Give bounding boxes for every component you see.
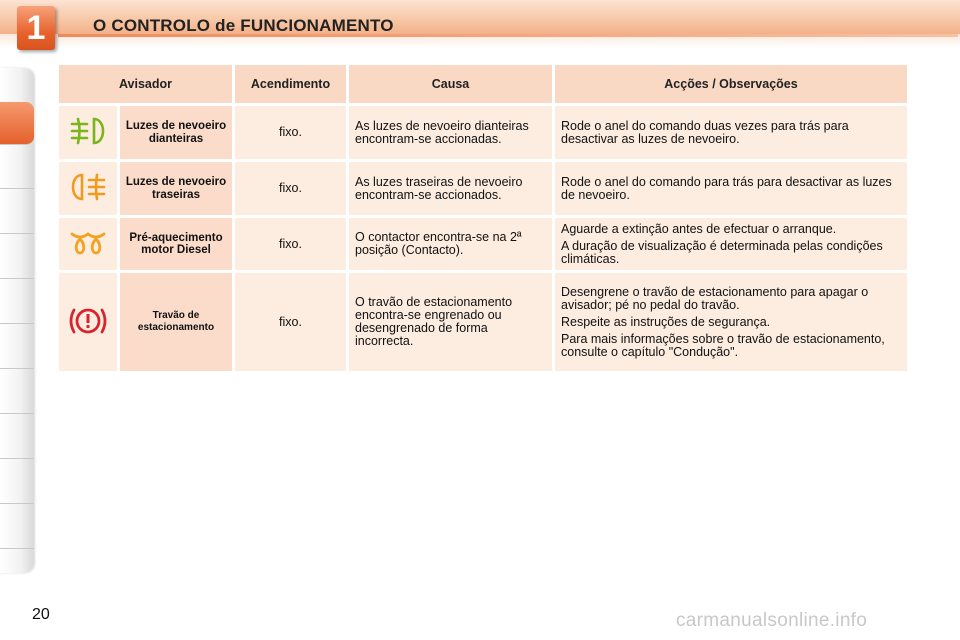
parking-brake-icon bbox=[68, 304, 108, 338]
icon-cell bbox=[59, 218, 117, 270]
warning-name: Pré-aquecimento motor Diesel bbox=[120, 218, 232, 270]
cause-text: As luzes traseiras de nevoeiro encontram-se accionados. bbox=[349, 162, 552, 215]
action-text: A duração de visualização é determinada pelas condições climáticas. bbox=[561, 238, 883, 266]
cause-text: As luzes de nevoeiro dianteiras encontram-se accionadas. bbox=[349, 106, 552, 159]
lighting-state: fixo. bbox=[235, 106, 346, 159]
chapter-tab[interactable] bbox=[0, 504, 34, 549]
warning-name: Luzes de nevoeiro traseiras bbox=[120, 162, 232, 215]
chapter-tab-strip bbox=[0, 68, 34, 573]
rear-fog-lamp-icon bbox=[68, 171, 108, 203]
column-header-causa: Causa bbox=[349, 65, 552, 103]
chapter-tab-active[interactable] bbox=[0, 102, 34, 145]
chapter-tab[interactable] bbox=[0, 279, 34, 324]
cause-text: O contactor encontra-se na 2ª posição (Contacto). bbox=[349, 218, 552, 270]
chapter-tab[interactable] bbox=[0, 324, 34, 369]
chapter-tab[interactable] bbox=[0, 414, 34, 459]
chapter-tab[interactable] bbox=[0, 144, 34, 189]
action-text: Aguarde a extinção antes de efectuar o arranque. bbox=[561, 221, 837, 236]
table-row bbox=[59, 162, 907, 215]
actions-cell bbox=[555, 106, 907, 159]
lighting-state: fixo. bbox=[235, 218, 346, 270]
column-header-accoes: Acções / Observações bbox=[555, 65, 907, 103]
column-header-avisador: Avisador bbox=[59, 65, 232, 103]
icon-cell bbox=[59, 162, 117, 215]
page-title: O CONTROLO de FUNCIONAMENTO bbox=[93, 16, 394, 35]
front-fog-lamp-icon bbox=[68, 115, 108, 147]
lighting-state: fixo. bbox=[235, 273, 346, 371]
chapter-tab[interactable] bbox=[0, 369, 34, 414]
chapter-tab[interactable] bbox=[0, 459, 34, 504]
actions-cell bbox=[555, 162, 907, 215]
action-text: Rode o anel do comando duas vezes para trás para desactivar as luzes de nevoeiro. bbox=[561, 118, 849, 146]
action-text: Respeite as instruções de segurança. bbox=[561, 314, 771, 329]
warning-lights-table bbox=[56, 62, 910, 374]
lighting-state: fixo. bbox=[235, 162, 346, 215]
watermark: carmanualsonline.info bbox=[676, 610, 868, 631]
warning-name: Luzes de nevoeiro dianteiras bbox=[120, 106, 232, 159]
actions-cell bbox=[555, 218, 907, 270]
glow-plug-icon bbox=[68, 229, 108, 257]
chapter-tab[interactable] bbox=[0, 234, 34, 279]
chapter-badge: 1 bbox=[17, 6, 55, 50]
warning-name: Travão de estacionamento bbox=[120, 273, 232, 371]
action-text: Desengrene o travão de estacionamento para apagar o avisador; pé no pedal do travão. bbox=[561, 284, 869, 312]
actions-cell bbox=[555, 273, 907, 371]
table-header-row bbox=[59, 65, 907, 103]
table-row bbox=[59, 218, 907, 270]
page-number: 20 bbox=[32, 606, 50, 623]
column-header-acendimento: Acendimento bbox=[235, 65, 346, 103]
action-text: Para mais informações sobre o travão de estacionamento, consulte o capítulo "Condução". bbox=[561, 331, 885, 359]
action-text: Rode o anel do comando para trás para desactivar as luzes de nevoeiro. bbox=[561, 174, 892, 202]
table-row bbox=[59, 106, 907, 159]
table-row bbox=[59, 273, 907, 371]
chapter-tab[interactable] bbox=[0, 189, 34, 234]
icon-cell bbox=[59, 273, 117, 371]
icon-cell bbox=[59, 106, 117, 159]
cause-text: O travão de estacionamento encontra-se engrenado ou desengrenado de forma incorrecta. bbox=[349, 273, 552, 371]
